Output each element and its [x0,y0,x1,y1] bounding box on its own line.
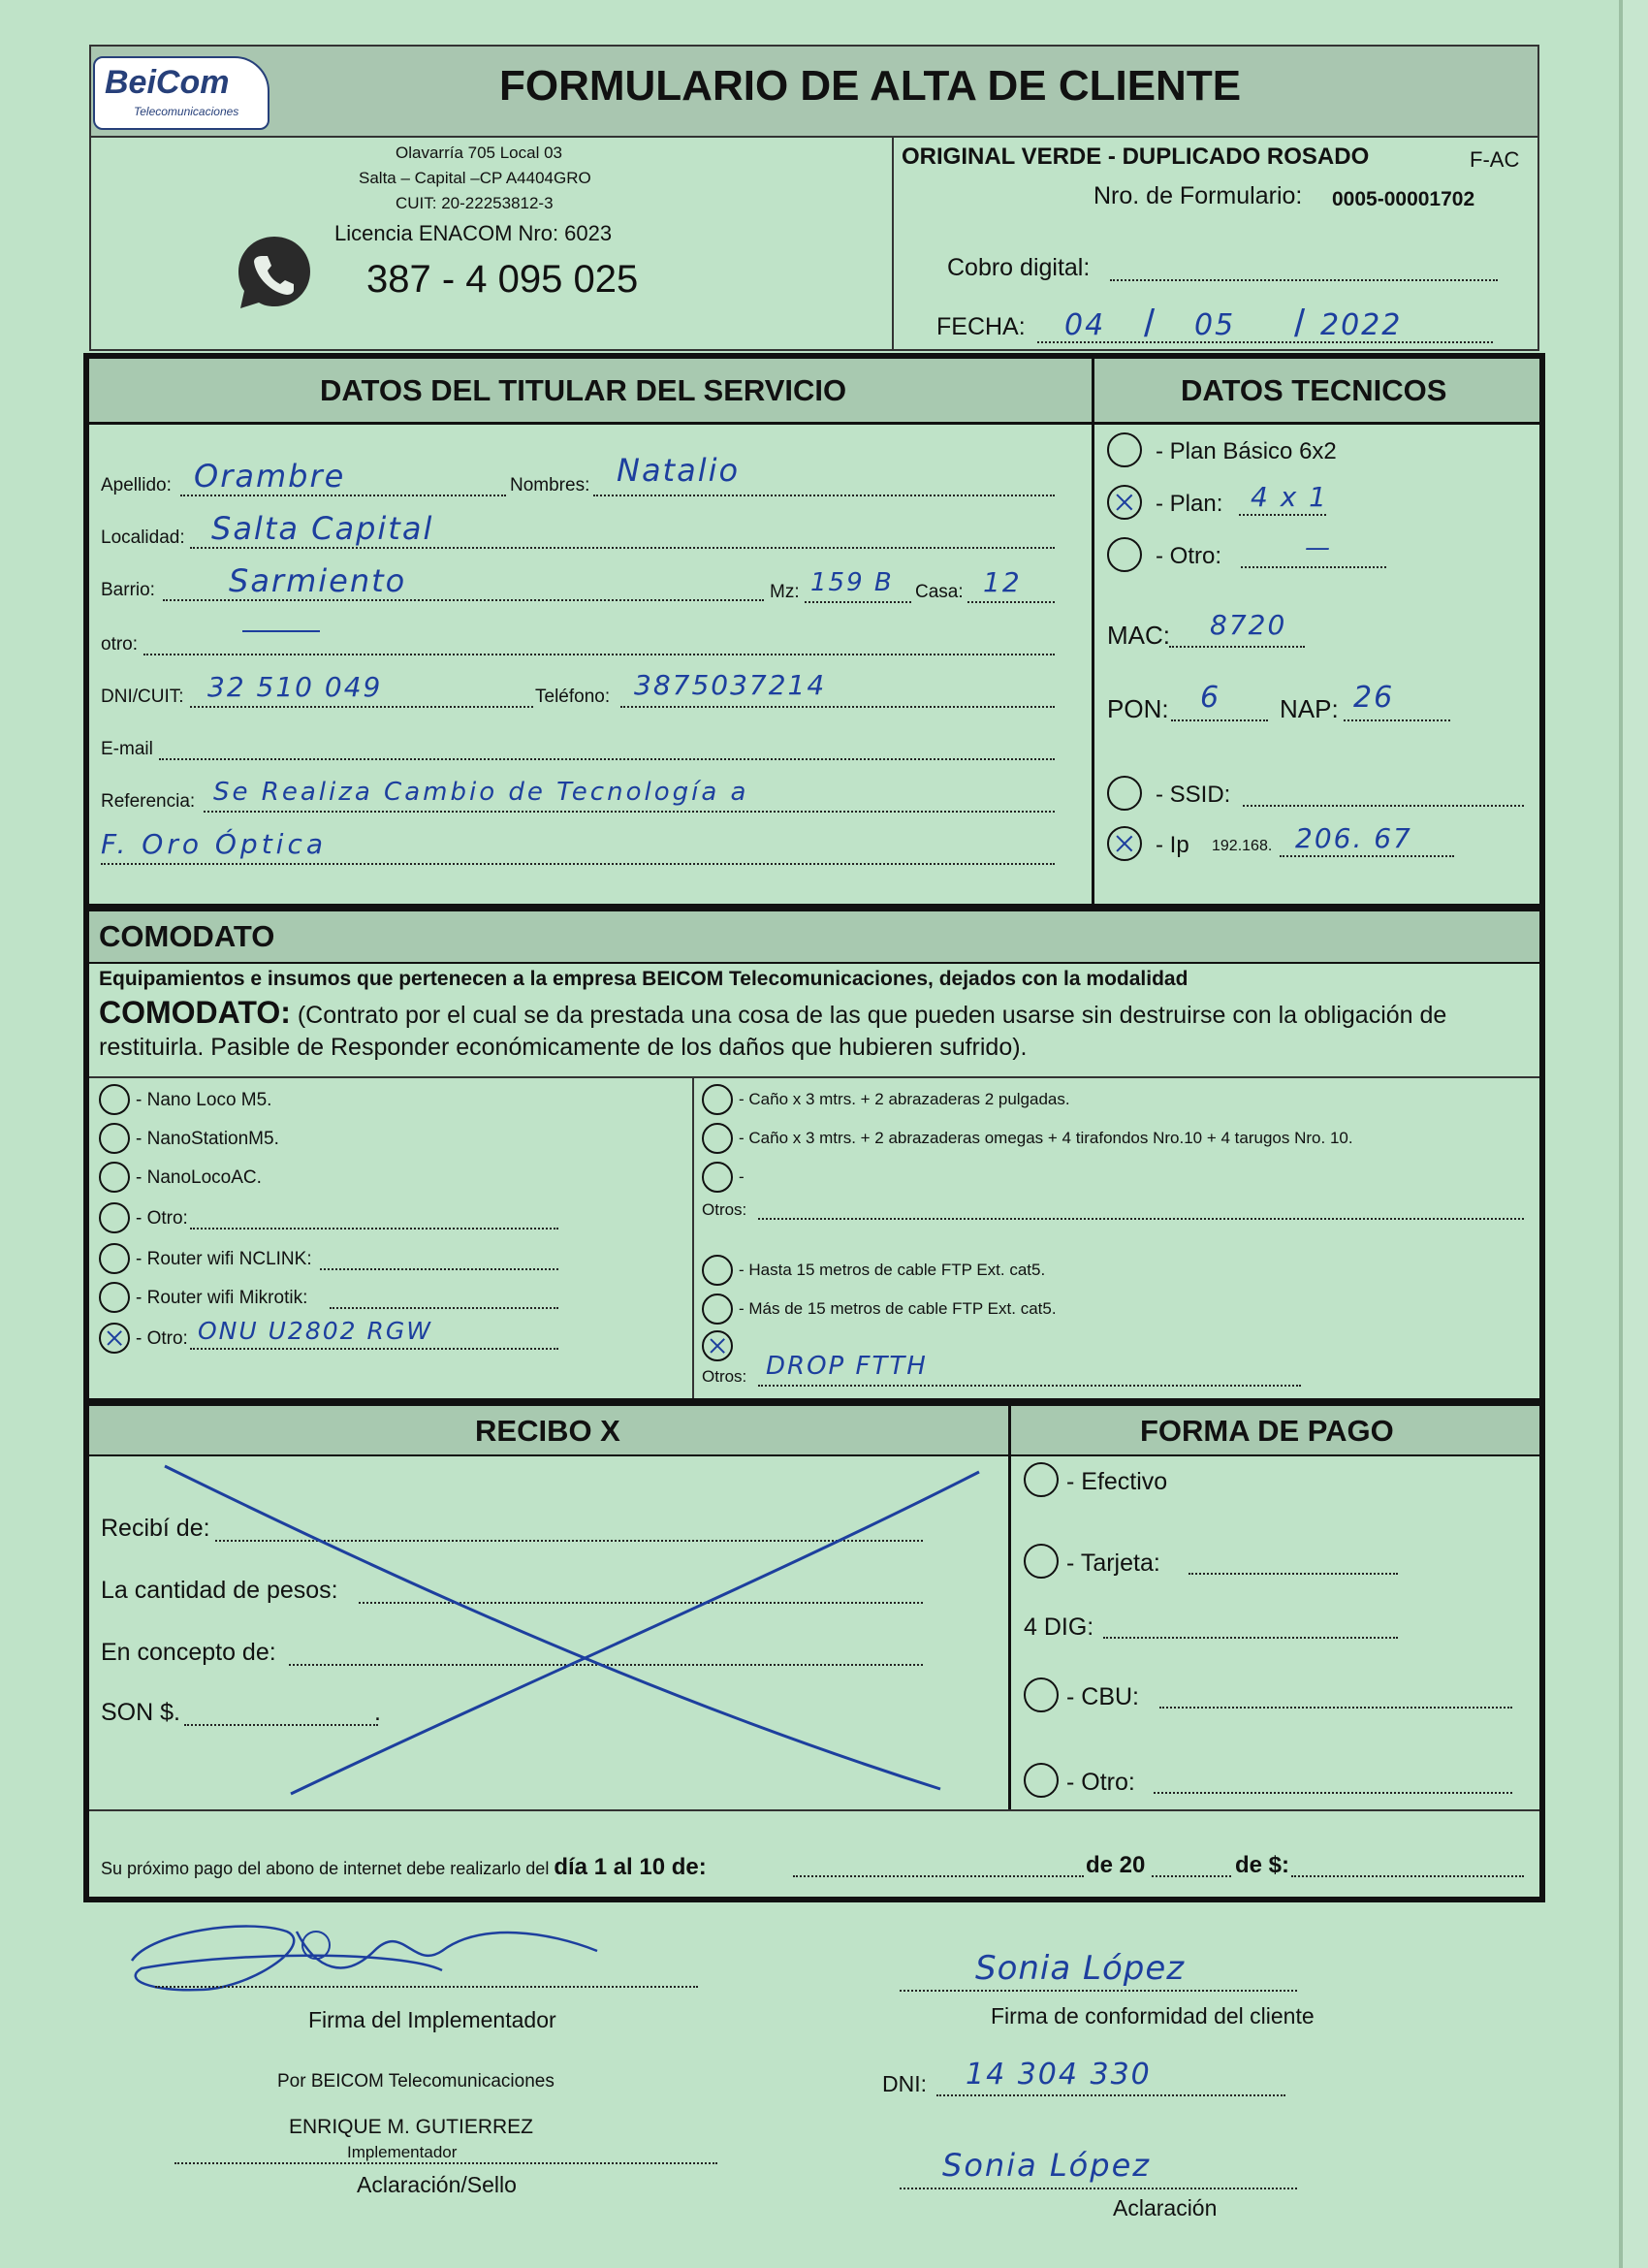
referencia-value-line1[interactable]: Se Realiza Cambio de Tecnología a [213,778,749,807]
ip-value[interactable]: 206. 67 [1295,822,1412,854]
plan-basico-radio[interactable] [1107,432,1142,467]
proximo-pago-line3[interactable] [1291,1875,1524,1877]
fecha-year[interactable]: 2022 [1320,308,1403,342]
header-divider-h [91,136,1537,138]
fecha-day[interactable]: 04 [1064,308,1106,342]
fecha-slash1: / [1144,303,1156,345]
nombres-label: Nombres: [510,475,590,495]
router-mikrotik-label: - Router wifi Mikrotik: [136,1288,308,1308]
implementador-signature [93,1912,733,2009]
cliente-dni-label: DNI: [882,2071,927,2096]
plan-radio-checked[interactable] [1107,485,1142,520]
efectivo-radio[interactable] [1024,1462,1059,1497]
recibi-label: Recibí de: [101,1515,210,1542]
nanostation-m5-radio[interactable] [99,1123,130,1154]
right-otros1-line[interactable] [758,1218,1524,1220]
router-nclink-line[interactable] [320,1268,558,1270]
otro2-radio-checked[interactable] [99,1323,130,1354]
whatsapp-icon [233,231,316,314]
aclaracion-sello-line [174,2162,717,2164]
proximo-pago-line1[interactable] [793,1875,1084,1877]
proximo-pago-de20: de 20 [1086,1852,1146,1878]
plan-basico-label: - Plan Básico 6x2 [1156,438,1337,464]
nap-line [1344,719,1450,721]
brand-name: BeiCom [105,64,230,101]
titular-divider [1092,359,1094,904]
localidad-value[interactable]: Salta Capital [211,510,434,547]
brand-tagline: Telecomunicaciones [134,105,239,118]
cliente-firma-label: Firma de conformidad del cliente [991,2003,1315,2028]
otro-radio[interactable] [1107,537,1142,572]
cliente-aclaracion-label: Aclaración [1113,2195,1218,2220]
header-divider-v [892,136,894,351]
efectivo-label: - Efectivo [1066,1468,1168,1495]
apellido-line [180,495,506,496]
otro2-label: - Otro: [136,1328,188,1349]
casa-value[interactable]: 12 [983,566,1022,598]
comodato-definition [99,997,1524,1064]
son-label: SON $. [101,1699,180,1726]
recibo-title: RECIBO X [475,1414,620,1448]
dig-label: 4 DIG: [1024,1613,1094,1641]
ip-radio-checked[interactable] [1107,826,1142,861]
cable-mas15-label: - Más de 15 metros de cable FTP Ext. cat5. [739,1299,1057,1318]
cano-2-abraz-radio[interactable] [702,1084,733,1115]
comodato-title: COMODATO [99,919,275,953]
dig-line[interactable] [1103,1637,1398,1639]
right-otros1-label: Otros: [702,1200,747,1219]
router-nclink-radio[interactable] [99,1243,130,1274]
recibo-cancel-x [145,1454,989,1804]
copy-note: ORIGINAL VERDE - DUPLICADO ROSADO [902,144,1370,170]
otro-tec-value[interactable]: — [1305,533,1332,562]
aclaracion-sello-label: Aclaración/Sello [357,2172,517,2197]
email-line[interactable] [159,758,1055,760]
nombres-line [593,495,1055,496]
referencia-line1 [204,811,1055,813]
right-otro-radio[interactable] [702,1162,733,1193]
proximo-pago-de-peso: de $: [1235,1852,1290,1878]
cliente-dni-line [936,2094,1285,2096]
pago-title: FORMA DE PAGO [1140,1414,1394,1448]
localidad-line [190,547,1055,549]
pago-otro-label: - Otro: [1066,1769,1135,1796]
telefono-label: Teléfono: [535,687,611,707]
brand-logo [93,56,269,130]
tarjeta-radio[interactable] [1024,1544,1059,1579]
dni-value[interactable]: 32 510 049 [207,671,383,703]
router-mikrotik-radio[interactable] [99,1282,130,1313]
pago-otro-radio[interactable] [1024,1763,1059,1798]
ip-prefix: 192.168. [1212,838,1273,854]
apellido-label: Apellido: [101,475,172,495]
form-code: F-AC [1470,147,1520,172]
cbu-radio[interactable] [1024,1677,1059,1712]
cbu-label: - CBU: [1066,1683,1139,1710]
pon-line-full [1171,719,1268,721]
cano-omegas-radio[interactable] [702,1123,733,1154]
fecha-line [1037,341,1493,343]
right-otros2-label: Otros: [702,1367,747,1386]
nanostation-m5-label: - NanoStationM5. [136,1129,279,1149]
ip-label: - Ip [1156,832,1189,858]
telefono-line [620,706,1055,708]
cbu-line[interactable] [1159,1707,1512,1709]
mz-line [805,601,911,603]
nombres-value[interactable]: Natalio [617,452,741,489]
ssid-radio[interactable] [1107,776,1142,811]
apellido-value[interactable]: Orambre [194,458,346,495]
cliente-dni-value[interactable]: 14 304 330 [966,2058,1152,2092]
dni-label: DNI/CUIT: [101,687,184,707]
otro1-line[interactable] [190,1228,558,1230]
son-dot: . [374,1699,381,1726]
cable-hasta15-radio[interactable] [702,1255,733,1286]
implementador-firma-line [155,1986,698,1988]
mz-value[interactable]: 159 B [810,568,894,597]
proximo-pago-line2[interactable] [1152,1875,1231,1877]
mac-label: MAC: [1107,621,1170,650]
nanoloco-ac-radio[interactable] [99,1162,130,1193]
barrio-line-full [163,599,764,601]
right-otro-dash: - [739,1167,745,1186]
plan-label: - Plan: [1156,491,1223,517]
implementador-name: ENRIQUE M. GUTIERREZ [289,2116,534,2138]
cobro-line[interactable] [1110,279,1498,281]
ssid-line[interactable] [1243,805,1524,807]
comodato-header [89,911,1539,964]
cobro-label: Cobro digital: [947,254,1091,281]
pon-value[interactable]: 6 [1200,681,1221,715]
cable-mas15-radio[interactable] [702,1294,733,1325]
cliente-aclaracion-value[interactable]: Sonia López [942,2147,1152,2184]
implementador-role: Implementador [347,2143,458,2161]
proximo-pago-row [101,1854,707,1881]
cantidad-label: La cantidad de pesos: [101,1577,338,1604]
form-title: FORMULARIO DE ALTA DE CLIENTE [499,62,1242,110]
pago-otro-line[interactable] [1154,1792,1512,1794]
referencia-value-line2[interactable]: F. Oro Óptica [101,828,328,860]
recibo-pago-divider [1008,1406,1011,1811]
otro1-label: - Otro: [136,1208,188,1229]
referencia-line2 [101,863,1055,865]
otro2-value[interactable]: ONU U2802 RGW [198,1317,432,1345]
fecha-month[interactable]: 05 [1194,308,1236,342]
mac-line [1169,646,1305,648]
barrio-label: Barrio: [101,580,155,600]
license-text: Licencia ENACOM Nro: 6023 [334,221,613,245]
localidad-label: Localidad: [101,527,185,548]
referencia-label: Referencia: [101,791,196,812]
address-line2: Salta – Capital –CP A4404GRO [359,169,591,187]
fecha-label: FECHA: [936,313,1026,340]
mz-label: Mz: [770,582,800,602]
router-mikrotik-line[interactable] [330,1307,558,1309]
cliente-firma-line [900,1990,1297,1992]
ip-line [1280,855,1454,857]
otro2-line [190,1348,558,1350]
nano-loco-m5-label: - Nano Loco M5. [136,1090,272,1110]
otro1-radio[interactable] [99,1202,130,1233]
tarjeta-label: - Tarjeta: [1066,1549,1160,1577]
otro-line [143,654,1055,655]
tecnicos-title: DATOS TECNICOS [1181,373,1447,407]
titular-title: DATOS DEL TITULAR DEL SERVICIO [320,373,847,407]
nap-label: NAP: [1280,694,1339,723]
right-otros2-value[interactable]: DROP FTTH [766,1352,928,1381]
cano-2-abraz-label: - Caño x 3 mtrs. + 2 abrazaderas 2 pulgadas. [739,1090,1070,1108]
address-line1: Olavarría 705 Local 03 [396,144,562,162]
fecha-slash2: / [1294,303,1306,345]
otro-label: otro: [101,634,139,655]
comodato-def-title: COMODATO: [99,995,291,1030]
cuit-text: CUIT: 20-22253812-3 [396,194,554,212]
form-number: 0005-00001702 [1332,188,1475,210]
nap-value[interactable]: 26 [1353,681,1395,715]
barrio-value[interactable]: Sarmiento [229,562,407,599]
nanoloco-ac-label: - NanoLocoAC. [136,1167,262,1188]
comodato-def-text: (Contrato por el cual se da prestada una cosa de las que pueden usarse sin destruirse con la obligación de restituirla. Pasible de Responder económicamente de los daños que hubieren sufrido). [99,1002,1447,1061]
dni-line [190,706,533,708]
otro-tec-line [1241,566,1386,568]
por-beicom-text: Por BEICOM Telecomunicaciones [277,2071,555,2092]
otro-dash [242,630,320,632]
cable-hasta15-label: - Hasta 15 metros de cable FTP Ext. cat5. [739,1261,1046,1279]
plan-value[interactable]: 4 x 1 [1251,481,1328,513]
cliente-aclaracion-line [900,2188,1297,2189]
pon-label: PON: [1107,694,1169,723]
cliente-signature: Sonia López [975,1949,1186,1988]
ssid-label: - SSID: [1156,782,1231,808]
form-number-label: Nro. de Formulario: [1093,182,1303,209]
casa-line [967,601,1055,603]
comodato-inner-divider [692,1076,694,1398]
email-label: E-mail [101,739,153,759]
proximo-pago-text: Su próximo pago del abono de internet debe realizarlo del [101,1859,550,1878]
proximo-pago-days: día 1 al 10 de: [554,1854,707,1880]
plan-line [1239,514,1326,516]
concepto-label: En concepto de: [101,1639,276,1666]
mac-value[interactable]: 8720 [1210,609,1287,641]
casa-label: Casa: [915,582,964,602]
comodato-inner-top [89,1076,1539,1078]
nano-loco-m5-radio[interactable] [99,1084,130,1115]
router-nclink-label: - Router wifi NCLINK: [136,1249,312,1269]
otro-tec-label: - Otro: [1156,543,1222,569]
right-otros2-line [758,1385,1301,1387]
proximo-pago-divider [89,1809,1539,1811]
telefono-value[interactable]: 3875037214 [634,669,827,701]
comodato-intro: Equipamientos e insumos que pertenecen a la empresa BEICOM Telecomunicaciones, dejados con la modalidad [99,968,1188,990]
right-otros2-radio-checked[interactable] [702,1330,733,1361]
implementador-firma-label: Firma del Implementador [308,2007,556,2032]
cano-omegas-label: - Caño x 3 mtrs. + 2 abrazaderas omegas + 4 tirafondos Nro.10 + 4 tarugos Nro. 10. [739,1129,1353,1147]
whatsapp-phone: 387 - 4 095 025 [366,258,639,301]
tarjeta-line[interactable] [1188,1573,1398,1575]
